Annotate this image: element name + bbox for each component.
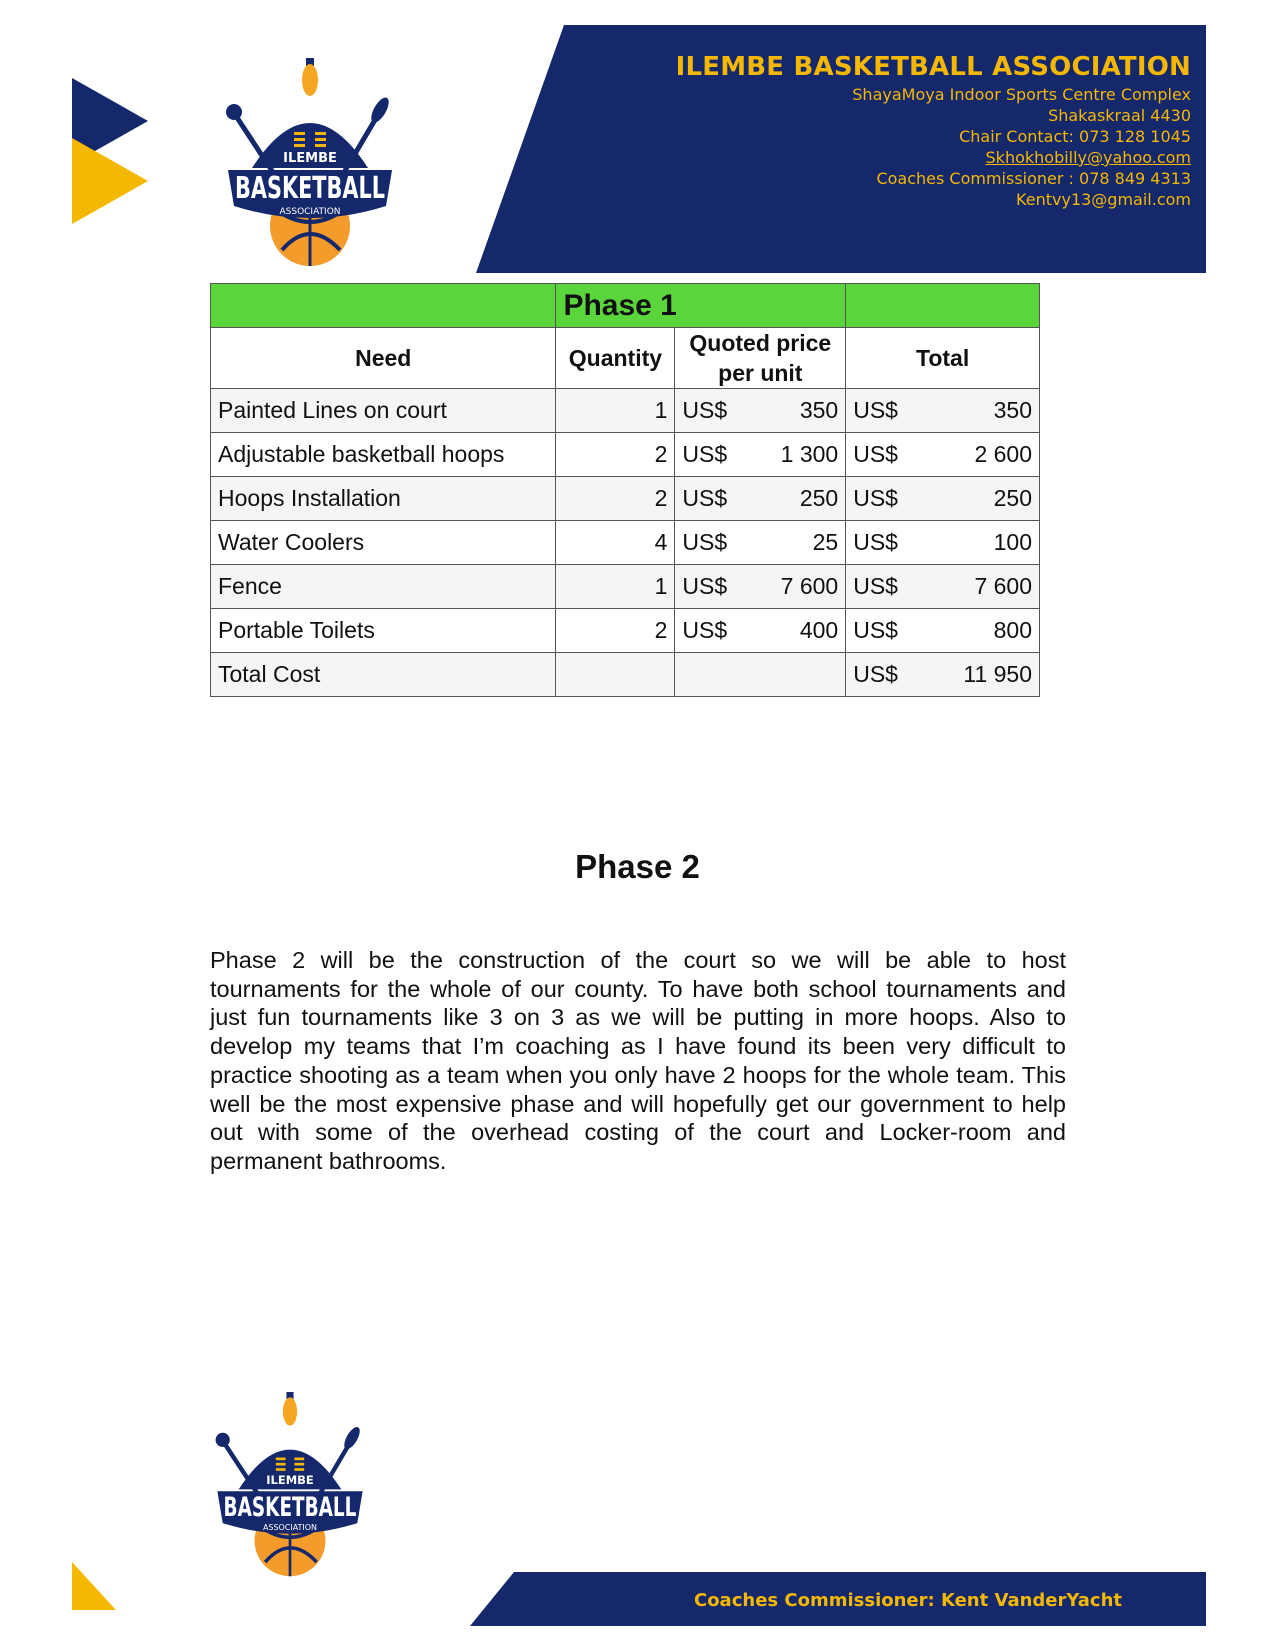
coaches-commissioner-contact: Coaches Commissioner : 078 849 4313 — [876, 169, 1191, 188]
decorative-yellow-triangle — [72, 138, 152, 228]
currency-label: US$ — [682, 617, 728, 643]
need-cell: Fence — [211, 565, 556, 609]
need-cell: Adjustable basketball hoops — [211, 433, 556, 477]
currency-label: US$ — [682, 397, 728, 423]
address-line: ShayaMoya Indoor Sports Centre Complex — [852, 85, 1191, 104]
currency-label: US$ — [853, 529, 898, 555]
logo-top-text: ILEMBE — [266, 1473, 314, 1488]
col-header-need: Need — [211, 328, 556, 389]
header-contact — [676, 50, 1191, 210]
table-row — [211, 389, 1040, 433]
postal-line: Shakaskraal 4430 — [1048, 106, 1191, 125]
chair-email-link[interactable]: Skhokhobilly@yahoo.com — [985, 148, 1191, 167]
total-cell — [846, 521, 1040, 565]
qty-cell: 2 — [556, 433, 675, 477]
total-cell — [846, 389, 1040, 433]
price-cell — [675, 477, 846, 521]
total-cost-row — [211, 653, 1040, 697]
currency-label: US$ — [682, 529, 728, 555]
total-cell — [846, 609, 1040, 653]
col-header-quantity: Quantity — [556, 328, 675, 389]
phase1-title-row — [211, 284, 1040, 328]
currency-label: US$ — [682, 485, 728, 511]
logo-sub-text: ASSOCIATION — [279, 207, 341, 217]
phase1-title: Phase 1 — [563, 288, 677, 322]
qty-cell: 2 — [556, 477, 675, 521]
total-cost-label: Total Cost — [211, 653, 556, 697]
qty-cell: 1 — [556, 389, 675, 433]
logo-main-text: BASKETBALL — [235, 171, 385, 206]
phase2-description: Phase 2 will be the construction of the court so we will be able to host tournaments for the whole of our county. To have both school tournaments and just fun tournaments like 3 on 3 as we will be putting in more hoops. Also to develop my teams that I’m coaching as I have found its been very difficult to practice shooting as a team when you only have 2 hoops for the whole team. This well be the most expensive phase and will hopefully get our government to help out with some of the overhead costing of the court and Locker-room and permanent bathrooms. — [210, 947, 1066, 1174]
association-name: ILEMBE BASKETBALL ASSOCIATION — [675, 52, 1191, 82]
table-row — [211, 565, 1040, 609]
currency-label: US$ — [853, 573, 898, 599]
price-cell — [675, 433, 846, 477]
commissioner-email: Kentvy13@gmail.com — [1016, 190, 1191, 209]
price-value: 7 600 — [780, 573, 839, 599]
table-header-row — [211, 328, 1040, 389]
price-value: 350 — [799, 397, 839, 423]
need-cell: Portable Toilets — [211, 609, 556, 653]
price-value: 250 — [799, 485, 839, 511]
price-value: 1 300 — [780, 441, 839, 467]
total-value: 2 600 — [974, 441, 1032, 467]
price-cell — [675, 521, 846, 565]
col-header-price: Quoted price per unit — [675, 328, 846, 389]
currency-label: US$ — [853, 485, 898, 511]
qty-cell: 1 — [556, 565, 675, 609]
currency-label: US$ — [682, 441, 728, 467]
price-cell — [675, 389, 846, 433]
need-cell: Water Coolers — [211, 521, 556, 565]
decorative-footer-triangle — [72, 1562, 122, 1622]
col-header-total: Total — [846, 328, 1040, 389]
currency-label: US$ — [682, 573, 728, 599]
price-cell — [675, 609, 846, 653]
phase1-budget-table — [210, 283, 1040, 697]
table-row — [211, 521, 1040, 565]
currency-label: US$ — [853, 617, 898, 643]
currency-label: US$ — [853, 661, 898, 687]
need-cell: Painted Lines on court — [211, 389, 556, 433]
table-row — [211, 433, 1040, 477]
table-row — [211, 477, 1040, 521]
grand-total-cell — [846, 653, 1040, 697]
currency-label: US$ — [853, 441, 898, 467]
footer-commissioner: Coaches Commissioner: Kent VanderYacht — [693, 1590, 1122, 1611]
logo-top-text: ILEMBE — [283, 151, 337, 166]
price-value: 25 — [812, 529, 839, 555]
logo-sub-text: ASSOCIATION — [262, 1523, 318, 1533]
basketball-shield-logo-footer — [212, 1392, 368, 1578]
need-cell: Hoops Installation — [211, 477, 556, 521]
total-value: 7 600 — [974, 573, 1032, 599]
qty-cell: 4 — [556, 521, 675, 565]
total-value: 100 — [993, 529, 1032, 555]
price-value: 400 — [799, 617, 839, 643]
total-value: 800 — [993, 617, 1032, 643]
phase2-title: Phase 2 — [575, 848, 700, 885]
price-cell — [675, 565, 846, 609]
qty-cell: 2 — [556, 609, 675, 653]
total-cell — [846, 477, 1040, 521]
total-cell — [846, 565, 1040, 609]
grand-total-value: 11 950 — [963, 661, 1032, 687]
basketball-shield-logo — [222, 58, 398, 268]
total-cell — [846, 433, 1040, 477]
table-row — [211, 609, 1040, 653]
total-value: 250 — [993, 485, 1032, 511]
chair-contact: Chair Contact: 073 128 1045 — [959, 127, 1191, 146]
total-value: 350 — [993, 397, 1032, 423]
logo-main-text: BASKETBALL — [223, 1492, 357, 1523]
currency-label: US$ — [853, 397, 898, 423]
